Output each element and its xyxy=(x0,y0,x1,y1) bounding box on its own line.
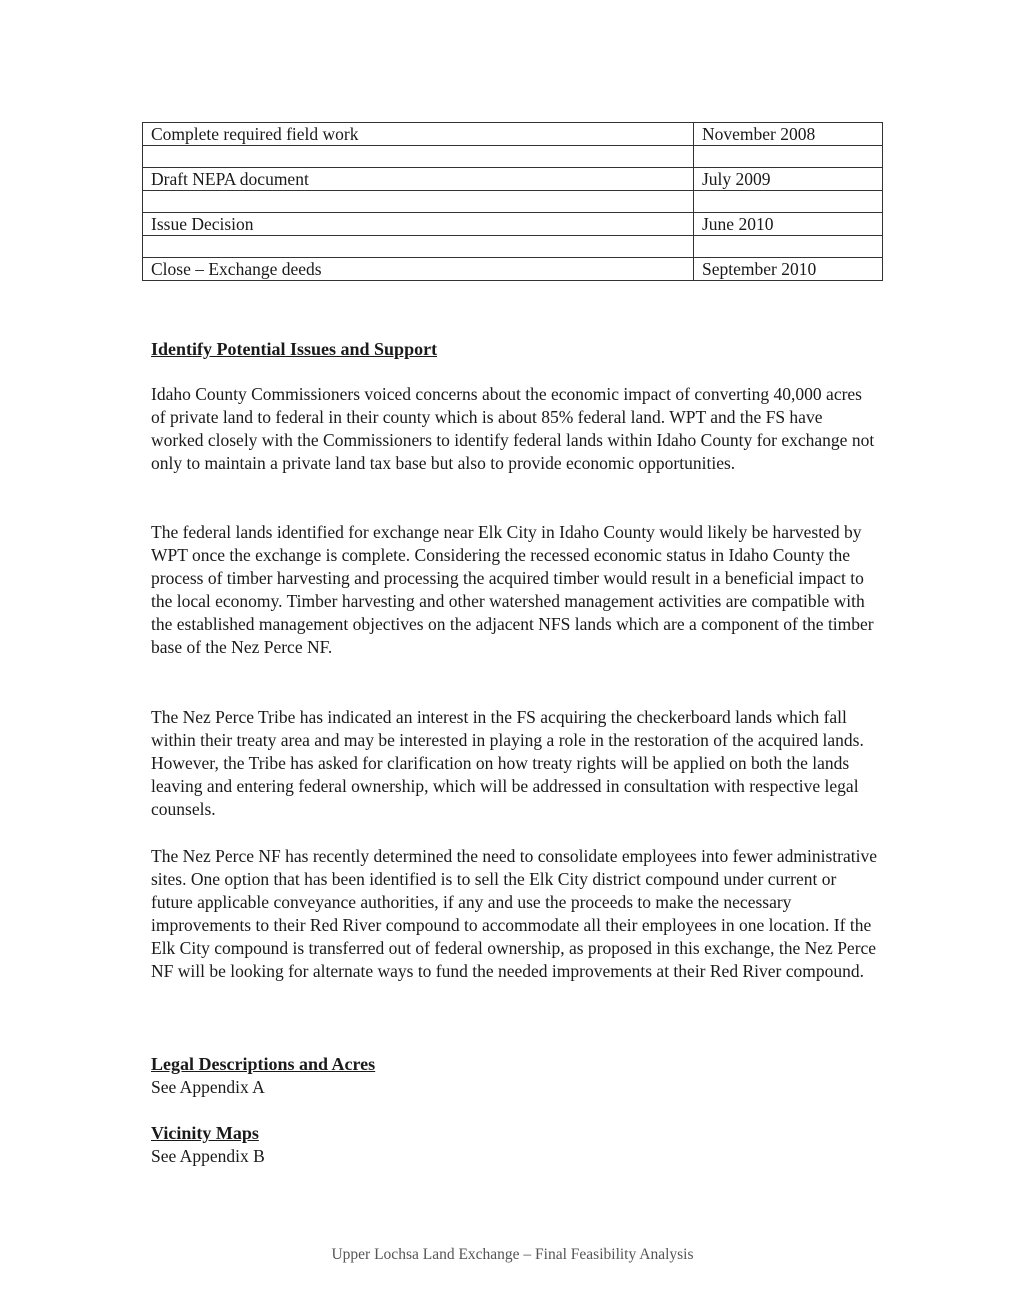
schedule-date-empty xyxy=(694,236,883,258)
schedule-date-empty xyxy=(694,191,883,213)
issues-paragraph: The federal lands identified for exchange near Elk City in Idaho County would likely be harvested by WPT once the exchange is complete. Considering the recessed economic status in Idaho County the process of timber harvesting and processing the acquired timber would result in a beneficial impact to the local economy. Timber harvesting and other watershed management activities are compatible with the established management objectives on the adjacent NFS lands which are a component of the timber base of the Nez Perce NF. xyxy=(151,522,874,658)
schedule-row xyxy=(143,123,883,146)
issues-paragraph: Idaho County Commissioners voiced concerns about the economic impact of converting 40,000 acres of private land to federal in their county which is about 85% federal land. WPT and the FS have worked closely with the Commissioners to identify federal lands within Idaho County for exchange not only to maintain a private land tax base but also to provide economic opportunities. xyxy=(151,384,875,474)
schedule-table xyxy=(142,122,883,281)
legal-descriptions-heading: Legal Descriptions and Acres xyxy=(151,1054,376,1074)
schedule-spacer-row xyxy=(143,191,883,213)
schedule-task: Complete required field work xyxy=(143,123,694,146)
schedule-spacer-row xyxy=(143,236,883,258)
schedule-task-empty xyxy=(143,191,694,213)
schedule-task-empty xyxy=(143,236,694,258)
schedule-row xyxy=(143,168,883,191)
schedule-spacer-row xyxy=(143,146,883,168)
issues-paragraph: The Nez Perce Tribe has indicated an interest in the FS acquiring the checkerboard lands which fall within their treaty area and may be interested in playing a role in the restoration of the acquired lands. However, the Tribe has asked for clarification on how treaty rights will be applied on both the lands leaving and entering federal ownership, which will be addressed in consultation with respective legal counsels. xyxy=(151,707,864,820)
page-footer: Upper Lochsa Land Exchange – Final Feasibility Analysis xyxy=(331,1246,694,1263)
vicinity-maps-heading: Vicinity Maps xyxy=(151,1123,259,1143)
issues-heading: Identify Potential Issues and Support xyxy=(151,339,438,359)
schedule-date: September 2010 xyxy=(694,258,883,281)
schedule-date: July 2009 xyxy=(694,168,883,191)
schedule-date: June 2010 xyxy=(694,213,883,236)
schedule-date: November 2008 xyxy=(694,123,883,146)
legal-descriptions-text: See Appendix A xyxy=(151,1077,265,1097)
schedule-row xyxy=(143,213,883,236)
schedule-task: Draft NEPA document xyxy=(143,168,694,191)
issues-paragraph: The Nez Perce NF has recently determined the need to consolidate employees into fewer administrative sites. One option that has been identified is to sell the Elk City district compound under current or future applicable conveyance authorities, if any and use the proceeds to make the necessary improvements to their Red River compound to accommodate all their employees in one location. If the Elk City compound is transferred out of federal ownership, as proposed in this exchange, the Nez Perce NF will be looking for alternate ways to fund the needed improvements at their Red River compound. xyxy=(151,846,877,982)
schedule-row xyxy=(143,258,883,281)
schedule-task: Issue Decision xyxy=(143,213,694,236)
schedule-date-empty xyxy=(694,146,883,168)
schedule-task-empty xyxy=(143,146,694,168)
vicinity-maps-text: See Appendix B xyxy=(151,1146,265,1166)
schedule-task: Close – Exchange deeds xyxy=(143,258,694,281)
